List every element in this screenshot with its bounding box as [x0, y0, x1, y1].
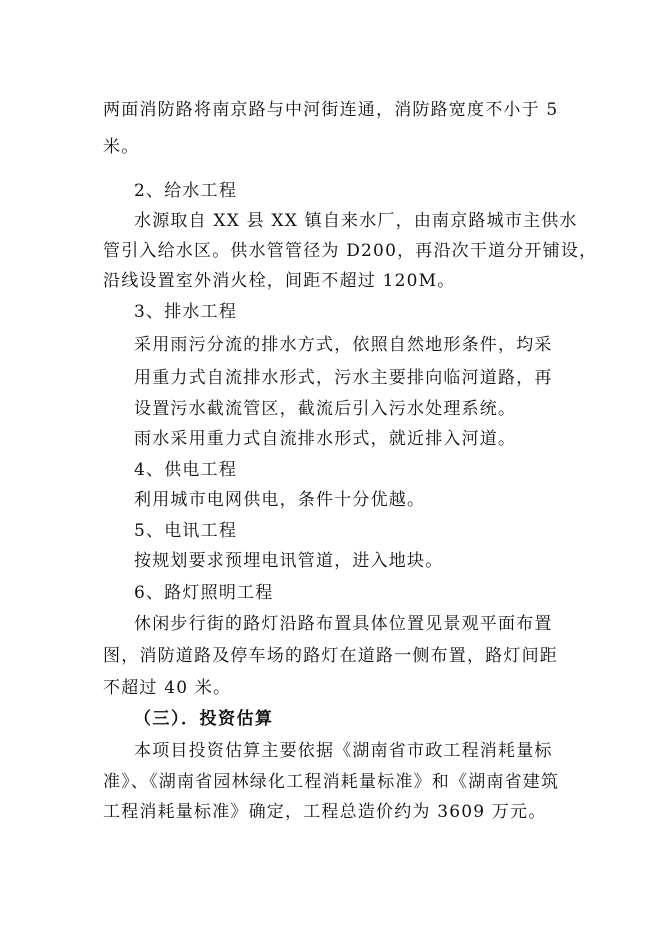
section-heading-power-supply: 4、供电工程 — [134, 460, 238, 480]
section-heading-telecom: 5、电讯工程 — [134, 521, 238, 541]
section-heading-investment-estimate: （三）．投资估算 — [134, 709, 274, 729]
paragraph-line-investment-1: 本项目投资估算主要依据《湖南省市政工程消耗量标 — [134, 741, 553, 761]
paragraph-line-rainwater: 雨水采用重力式自流排水形式，就近排入河道。 — [134, 429, 517, 449]
paragraph-line-fire-road: 两面消防路将南京路与中河街连通，消防路宽度不小于 5 — [103, 100, 559, 120]
paragraph-line-investment-3: 工程消耗量标准》确定，工程总造价约为 3609 万元。 — [103, 802, 547, 822]
section-heading-water-supply: 2、给水工程 — [134, 181, 238, 201]
paragraph-line-power-supply: 利用城市电网供电，条件十分优越。 — [134, 490, 426, 510]
paragraph-line-drainage-3: 设置污水截流管区，截流后引入污水处理系统。 — [134, 399, 517, 419]
paragraph-line-street-lighting-1: 休闲步行街的路灯沿路布置具体位置见景观平面布置 — [134, 614, 553, 634]
paragraph-line-water-supply-2: 管引入给水区。供水管管径为 D200，再沿次干道分开铺设， — [103, 241, 598, 261]
paragraph-line-drainage-1: 采用雨污分流的排水方式，依照自然地形条件，均采 — [134, 335, 553, 355]
paragraph-line-fire-road-end: 米。 — [103, 137, 140, 157]
paragraph-line-telecom: 按规划要求预埋电讯管道，进入地块。 — [134, 551, 444, 571]
paragraph-line-street-lighting-3: 不超过 40 米。 — [103, 678, 232, 698]
paragraph-line-water-supply-3: 沿线设置室外消火栓，间距不超过 120M。 — [103, 271, 456, 291]
paragraph-line-street-lighting-2: 图，消防道路及停车场的路灯在道路一侧布置，路灯间距 — [103, 646, 558, 666]
section-heading-street-lighting: 6、路灯照明工程 — [134, 583, 274, 603]
section-heading-drainage: 3、排水工程 — [134, 302, 238, 322]
paragraph-line-drainage-2: 用重力式自流排水形式，污水主要排向临河道路，再 — [134, 368, 553, 388]
paragraph-line-water-supply-1: 水源取自 XX 县 XX 镇自来水厂，由南京路城市主供水 — [134, 211, 578, 231]
paragraph-line-investment-2: 准》、《湖南省园林绿化工程消耗量标准》和《湖南省建筑 — [103, 772, 560, 792]
